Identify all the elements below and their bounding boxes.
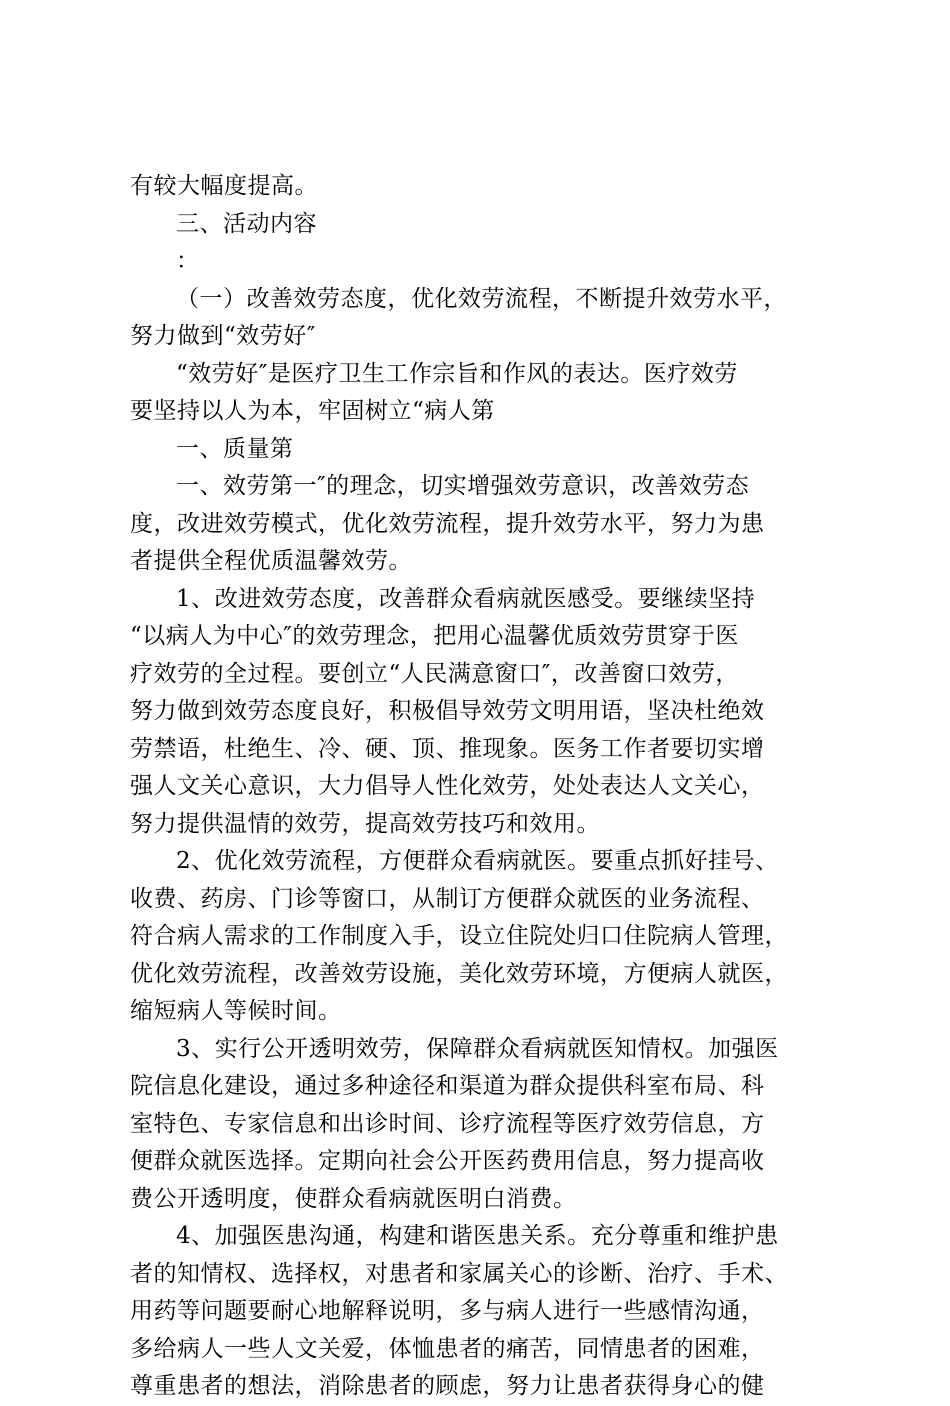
text-line: “效劳好″是医疗卫生工作宗旨和作风的表达。医疗效劳 xyxy=(176,360,738,387)
document-body xyxy=(130,168,830,1406)
text-line: 要坚持以人为本，牢固树立“病人第 xyxy=(130,398,495,424)
text-line: 3、实行公开透明效劳，保障群众看病就医知情权。加强医 xyxy=(176,1035,779,1062)
text-line: 度，改进效劳模式，优化效劳流程，提升效劳水平，努力为患 xyxy=(130,510,765,537)
text-line: 一、质量第 xyxy=(176,435,294,462)
text-line: 者提供全程优质温馨效劳。 xyxy=(130,548,412,574)
text-line: 室特色、专家信息和出诊时间、诊疗流程等医疗效劳信息，方 xyxy=(130,1110,765,1137)
text-line: 努力做到效劳态度良好，积极倡导效劳文明用语，坚决杜绝效 xyxy=(130,698,765,724)
text-line: （一）改善效劳态度，优化效劳流程，不断提升效劳水平， xyxy=(176,285,787,312)
text-line: “以病人为中心″的效劳理念，把用心温馨优质效劳贯穿于医 xyxy=(130,623,739,649)
text-line: 费公开透明度，使群众看病就医明白消费。 xyxy=(130,1185,577,1212)
text-line: 2、优化效劳流程，方便群众看病就医。要重点抓好挂号、 xyxy=(176,848,779,874)
text-line: 缩短病人等候时间。 xyxy=(130,998,342,1024)
text-line: 劳禁语，杜绝生、冷、硬、顶、推现象。医务工作者要切实增 xyxy=(130,735,765,762)
text-line: ： xyxy=(176,248,200,274)
text-line: 努力做到“效劳好″ xyxy=(130,323,316,349)
text-line: 三、活动内容 xyxy=(176,210,317,237)
text-line: 疗效劳的全过程。要创立“人民满意窗口″，改善窗口效劳， xyxy=(130,660,739,687)
text-line: 符合病人需求的工作制度入手，设立住院处归口住院病人管理， xyxy=(130,923,788,949)
text-line: 有较大幅度提高。 xyxy=(130,173,318,199)
text-line: 强人文关心意识，大力倡导人性化效劳，处处表达人文关心， xyxy=(130,773,765,799)
text-line: 一、效劳第一″的理念，切实增强效劳意识，改善效劳态 xyxy=(176,473,750,499)
text-line: 便群众就医选择。定期向社会公开医药费用信息，努力提高收 xyxy=(130,1148,765,1174)
text-line: 多给病人一些人文关爱，体恤患者的痛苦，同情患者的困难， xyxy=(130,1335,765,1362)
text-line: 收费、药房、门诊等窗口，从制订方便群众就医的业务流程、 xyxy=(130,885,765,912)
text-line: 优化效劳流程，改善效劳设施，美化效劳环境，方便病人就医， xyxy=(130,960,788,987)
text-line: 者的知情权、选择权，对患者和家属关心的诊断、治疗、手术、 xyxy=(130,1260,788,1287)
text-line: 用药等问题要耐心地解释说明，多与病人进行一些感情沟通， xyxy=(130,1298,765,1324)
text-line: 4、加强医患沟通，构建和谐医患关系。充分尊重和维护患 xyxy=(176,1223,779,1249)
text-line: 院信息化建设，通过多种途径和渠道为群众提供科室布局、科 xyxy=(130,1073,765,1099)
text-line: 尊重患者的想法，消除患者的顾虑，努力让患者获得身心的健 xyxy=(130,1373,765,1399)
text-line: 1、改进效劳态度，改善群众看病就医感受。要继续坚持 xyxy=(176,585,756,612)
text-line: 努力提供温情的效劳，提高效劳技巧和效用。 xyxy=(130,810,600,837)
